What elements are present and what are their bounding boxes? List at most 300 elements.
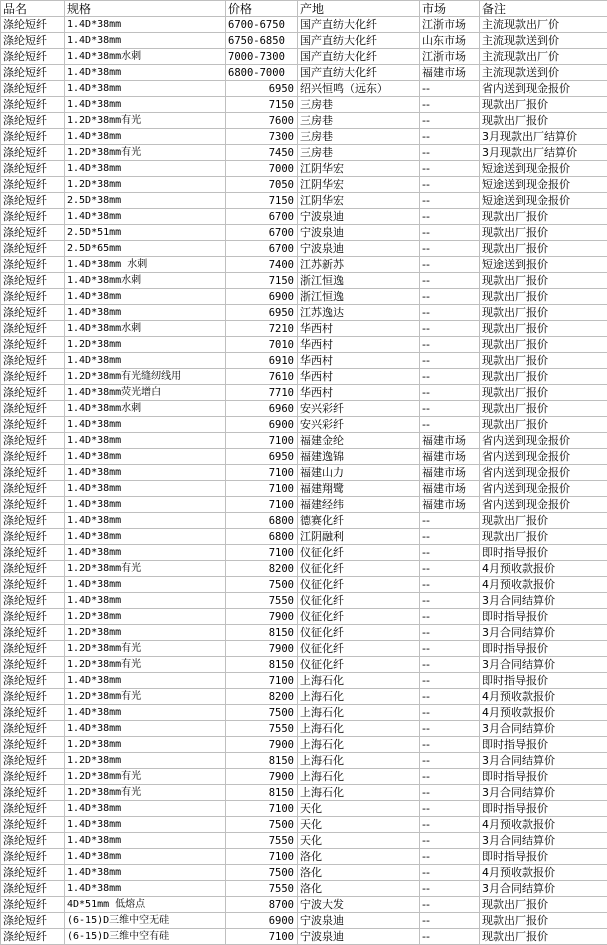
table-row (1, 641, 607, 657)
cell-product: 涤纶短纤 (1, 321, 65, 337)
cell-market: -- (420, 321, 480, 337)
cell-remark: 现款出厂报价 (480, 209, 607, 225)
cell-remark: 现款出厂报价 (480, 401, 607, 417)
table-row (1, 337, 607, 353)
cell-price: 7100 (226, 497, 298, 513)
cell-market: -- (420, 849, 480, 865)
cell-origin: 洛化 (298, 865, 420, 881)
cell-origin: 宁波泉迪 (298, 209, 420, 225)
table-row (1, 177, 607, 193)
cell-remark: 现款出厂报价 (480, 417, 607, 433)
cell-origin: 华西村 (298, 337, 420, 353)
cell-market: -- (420, 81, 480, 97)
cell-product: 涤纶短纤 (1, 609, 65, 625)
table-row (1, 561, 607, 577)
cell-remark: 主流现款送到价 (480, 65, 607, 81)
cell-price: 7100 (226, 481, 298, 497)
cell-remark: 3月合同结算价 (480, 785, 607, 801)
cell-product: 涤纶短纤 (1, 145, 65, 161)
cell-remark: 主流现款送到价 (480, 33, 607, 49)
cell-spec: 1.4D*38mm (65, 81, 226, 97)
cell-spec: 2.5D*51mm (65, 225, 226, 241)
cell-product: 涤纶短纤 (1, 385, 65, 401)
cell-remark: 省内送到现金报价 (480, 497, 607, 513)
cell-remark: 现款出厂报价 (480, 529, 607, 545)
table-row (1, 433, 607, 449)
cell-remark: 现款出厂报价 (480, 929, 607, 945)
cell-spec: 1.4D*38mm (65, 513, 226, 529)
cell-market: -- (420, 609, 480, 625)
cell-spec: 1.4D*38mm (65, 65, 226, 81)
cell-spec: 1.4D*38mm (65, 817, 226, 833)
cell-origin: 安兴彩纤 (298, 401, 420, 417)
cell-remark: 现款出厂报价 (480, 385, 607, 401)
cell-remark: 短途送到报价 (480, 257, 607, 273)
table-row (1, 817, 607, 833)
cell-market: -- (420, 257, 480, 273)
cell-price: 6750-6850 (226, 33, 298, 49)
cell-spec: 1.2D*38mm (65, 177, 226, 193)
cell-origin: 德赛化纤 (298, 513, 420, 529)
cell-origin: 江苏逸达 (298, 305, 420, 321)
cell-spec: 1.4D*38mm (65, 289, 226, 305)
cell-product: 涤纶短纤 (1, 913, 65, 929)
cell-price: 7500 (226, 705, 298, 721)
cell-remark: 即时指导报价 (480, 545, 607, 561)
table-row (1, 97, 607, 113)
cell-product: 涤纶短纤 (1, 641, 65, 657)
cell-spec: 1.2D*38mm有光 (65, 657, 226, 673)
cell-price: 8200 (226, 689, 298, 705)
cell-market: -- (420, 657, 480, 673)
table-row (1, 225, 607, 241)
table-row (1, 417, 607, 433)
cell-product: 涤纶短纤 (1, 193, 65, 209)
cell-origin: 华西村 (298, 321, 420, 337)
cell-market: -- (420, 97, 480, 113)
cell-spec: 2.5D*65mm (65, 241, 226, 257)
cell-spec: 1.2D*38mm有光 (65, 561, 226, 577)
cell-remark: 即时指导报价 (480, 849, 607, 865)
cell-spec: 1.2D*38mm (65, 625, 226, 641)
cell-price: 7900 (226, 737, 298, 753)
cell-price: 7900 (226, 609, 298, 625)
cell-product: 涤纶短纤 (1, 305, 65, 321)
cell-spec: 1.4D*38mm (65, 305, 226, 321)
cell-product: 涤纶短纤 (1, 241, 65, 257)
cell-market: -- (420, 369, 480, 385)
cell-remark: 主流现款出厂价 (480, 49, 607, 65)
cell-market: -- (420, 193, 480, 209)
cell-product: 涤纶短纤 (1, 529, 65, 545)
cell-origin: 华西村 (298, 369, 420, 385)
cell-market: -- (420, 513, 480, 529)
table-row (1, 497, 607, 513)
cell-product: 涤纶短纤 (1, 257, 65, 273)
cell-product: 涤纶短纤 (1, 129, 65, 145)
cell-market: 福建市场 (420, 449, 480, 465)
cell-origin: 仪征化纤 (298, 609, 420, 625)
cell-price: 7150 (226, 193, 298, 209)
cell-origin: 仪征化纤 (298, 641, 420, 657)
cell-product: 涤纶短纤 (1, 833, 65, 849)
cell-price: 7300 (226, 129, 298, 145)
cell-remark: 短途送到现金报价 (480, 193, 607, 209)
table-row (1, 577, 607, 593)
cell-price: 7550 (226, 881, 298, 897)
cell-remark: 现款出厂报价 (480, 241, 607, 257)
cell-price: 7100 (226, 673, 298, 689)
cell-price: 8700 (226, 897, 298, 913)
cell-origin: 江苏新苏 (298, 257, 420, 273)
cell-product: 涤纶短纤 (1, 289, 65, 305)
cell-product: 涤纶短纤 (1, 369, 65, 385)
cell-product: 涤纶短纤 (1, 481, 65, 497)
cell-remark: 现款出厂报价 (480, 273, 607, 289)
table-row (1, 737, 607, 753)
cell-remark: 即时指导报价 (480, 769, 607, 785)
cell-product: 涤纶短纤 (1, 561, 65, 577)
cell-remark: 3月现款出厂结算价 (480, 145, 607, 161)
cell-spec: 1.4D*38mm (65, 545, 226, 561)
cell-product: 涤纶短纤 (1, 353, 65, 369)
cell-spec: 1.4D*38mm (65, 129, 226, 145)
cell-origin: 江阴融利 (298, 529, 420, 545)
table-row (1, 209, 607, 225)
cell-product: 涤纶短纤 (1, 161, 65, 177)
cell-spec: 1.2D*38mm (65, 737, 226, 753)
table-row (1, 625, 607, 641)
cell-spec: 1.4D*38mm (65, 497, 226, 513)
cell-product: 涤纶短纤 (1, 497, 65, 513)
table-row (1, 545, 607, 561)
cell-spec: 1.2D*38mm有光 (65, 769, 226, 785)
cell-origin: 仪征化纤 (298, 625, 420, 641)
cell-origin: 福建逸锦 (298, 449, 420, 465)
cell-remark: 省内送到现金报价 (480, 81, 607, 97)
table-row (1, 689, 607, 705)
table-row (1, 481, 607, 497)
cell-price: 6900 (226, 913, 298, 929)
cell-origin: 国产直纺大化纤 (298, 33, 420, 49)
table-row (1, 913, 607, 929)
table-row (1, 609, 607, 625)
cell-market: 福建市场 (420, 65, 480, 81)
cell-product: 涤纶短纤 (1, 33, 65, 49)
cell-remark: 现款出厂报价 (480, 305, 607, 321)
cell-remark: 现款出厂报价 (480, 97, 607, 113)
cell-origin: 仪征化纤 (298, 657, 420, 673)
cell-origin: 上海石化 (298, 673, 420, 689)
cell-price: 8150 (226, 785, 298, 801)
cell-market: -- (420, 273, 480, 289)
cell-price: 7900 (226, 641, 298, 657)
cell-origin: 天化 (298, 817, 420, 833)
cell-market: -- (420, 641, 480, 657)
cell-product: 涤纶短纤 (1, 209, 65, 225)
cell-price: 6700 (226, 209, 298, 225)
cell-product: 涤纶短纤 (1, 465, 65, 481)
cell-market: -- (420, 929, 480, 945)
cell-remark: 短途送到现金报价 (480, 161, 607, 177)
table-row (1, 929, 607, 945)
cell-origin: 上海石化 (298, 785, 420, 801)
cell-market: 江浙市场 (420, 17, 480, 33)
cell-origin: 三房巷 (298, 97, 420, 113)
cell-spec: 1.4D*38mm (65, 801, 226, 817)
cell-price: 6950 (226, 449, 298, 465)
cell-spec: 1.4D*38mm (65, 17, 226, 33)
cell-price: 7150 (226, 97, 298, 113)
table-row (1, 33, 607, 49)
cell-market: -- (420, 529, 480, 545)
header-price: 价格 (226, 1, 298, 17)
cell-product: 涤纶短纤 (1, 673, 65, 689)
cell-spec: (6-15)D三维中空有硅 (65, 929, 226, 945)
table-row (1, 17, 607, 33)
cell-price: 7400 (226, 257, 298, 273)
cell-spec: 1.2D*38mm有光 (65, 689, 226, 705)
cell-product: 涤纶短纤 (1, 177, 65, 193)
cell-origin: 安兴彩纤 (298, 417, 420, 433)
table-row (1, 65, 607, 81)
cell-origin: 福建翔鹭 (298, 481, 420, 497)
cell-origin: 国产直纺大化纤 (298, 17, 420, 33)
cell-spec: 1.4D*38mm荧光增白 (65, 385, 226, 401)
cell-price: 6700-6750 (226, 17, 298, 33)
cell-origin: 宁波泉迪 (298, 241, 420, 257)
cell-product: 涤纶短纤 (1, 225, 65, 241)
cell-market: 福建市场 (420, 433, 480, 449)
cell-spec: 1.4D*38mm水刺 (65, 321, 226, 337)
cell-remark: 3月合同结算价 (480, 753, 607, 769)
cell-remark: 即时指导报价 (480, 801, 607, 817)
cell-price: 8150 (226, 753, 298, 769)
cell-price: 7710 (226, 385, 298, 401)
cell-origin: 江阴华宏 (298, 177, 420, 193)
cell-spec: 1.4D*38mm (65, 593, 226, 609)
cell-origin: 仪征化纤 (298, 577, 420, 593)
cell-spec: 1.2D*38mm有光 (65, 113, 226, 129)
cell-spec: 1.4D*38mm (65, 161, 226, 177)
cell-price: 6700 (226, 225, 298, 241)
cell-price: 7100 (226, 929, 298, 945)
table-row (1, 721, 607, 737)
cell-spec: (6-15)D三维中空无硅 (65, 913, 226, 929)
cell-product: 涤纶短纤 (1, 753, 65, 769)
table-row (1, 81, 607, 97)
cell-origin: 宁波大发 (298, 897, 420, 913)
cell-spec: 1.4D*38mm (65, 577, 226, 593)
table-row (1, 657, 607, 673)
cell-price: 7100 (226, 545, 298, 561)
cell-spec: 1.2D*38mm有光 (65, 145, 226, 161)
cell-price: 8150 (226, 625, 298, 641)
cell-price: 7550 (226, 833, 298, 849)
cell-remark: 现款出厂报价 (480, 369, 607, 385)
cell-product: 涤纶短纤 (1, 625, 65, 641)
cell-price: 7550 (226, 593, 298, 609)
cell-price: 6950 (226, 305, 298, 321)
cell-origin: 仪征化纤 (298, 545, 420, 561)
table-row (1, 449, 607, 465)
cell-market: -- (420, 673, 480, 689)
cell-product: 涤纶短纤 (1, 273, 65, 289)
cell-remark: 现款出厂报价 (480, 897, 607, 913)
cell-market: -- (420, 545, 480, 561)
cell-remark: 现款出厂报价 (480, 513, 607, 529)
cell-market: -- (420, 897, 480, 913)
cell-origin: 绍兴恒鸣（远东） (298, 81, 420, 97)
cell-product: 涤纶短纤 (1, 785, 65, 801)
cell-price: 7050 (226, 177, 298, 193)
cell-price: 7100 (226, 849, 298, 865)
header-product: 品名 (1, 1, 65, 17)
cell-remark: 即时指导报价 (480, 641, 607, 657)
table-row (1, 753, 607, 769)
cell-product: 涤纶短纤 (1, 513, 65, 529)
cell-remark: 现款出厂报价 (480, 913, 607, 929)
cell-remark: 省内送到现金报价 (480, 433, 607, 449)
cell-price: 6800 (226, 513, 298, 529)
cell-price: 7900 (226, 769, 298, 785)
cell-product: 涤纶短纤 (1, 401, 65, 417)
cell-product: 涤纶短纤 (1, 17, 65, 33)
cell-price: 8150 (226, 657, 298, 673)
table-row (1, 401, 607, 417)
cell-remark: 3月合同结算价 (480, 721, 607, 737)
cell-remark: 省内送到现金报价 (480, 449, 607, 465)
cell-spec: 1.2D*38mm (65, 609, 226, 625)
cell-price: 6700 (226, 241, 298, 257)
cell-origin: 天化 (298, 833, 420, 849)
cell-market: -- (420, 785, 480, 801)
cell-origin: 三房巷 (298, 145, 420, 161)
cell-remark: 现款出厂报价 (480, 289, 607, 305)
cell-price: 7100 (226, 801, 298, 817)
cell-market: -- (420, 737, 480, 753)
cell-spec: 1.4D*38mm (65, 353, 226, 369)
cell-remark: 主流现款出厂价 (480, 17, 607, 33)
cell-market: -- (420, 769, 480, 785)
cell-spec: 1.4D*38mm水刺 (65, 401, 226, 417)
cell-market: -- (420, 241, 480, 257)
cell-product: 涤纶短纤 (1, 65, 65, 81)
cell-spec: 1.4D*38mm (65, 449, 226, 465)
cell-remark: 即时指导报价 (480, 737, 607, 753)
cell-origin: 洛化 (298, 849, 420, 865)
cell-remark: 3月合同结算价 (480, 833, 607, 849)
cell-price: 6900 (226, 417, 298, 433)
cell-market: -- (420, 833, 480, 849)
cell-spec: 1.4D*38mm (65, 721, 226, 737)
cell-product: 涤纶短纤 (1, 897, 65, 913)
cell-spec: 1.2D*38mm有光 (65, 641, 226, 657)
table-row (1, 705, 607, 721)
cell-market: 江浙市场 (420, 49, 480, 65)
cell-remark: 4月预收款报价 (480, 817, 607, 833)
table-row (1, 257, 607, 273)
cell-origin: 仪征化纤 (298, 593, 420, 609)
table-row (1, 305, 607, 321)
cell-price: 7500 (226, 817, 298, 833)
cell-origin: 三房巷 (298, 129, 420, 145)
cell-origin: 仪征化纤 (298, 561, 420, 577)
table-row (1, 193, 607, 209)
cell-spec: 1.4D*38mm (65, 433, 226, 449)
cell-price: 6950 (226, 81, 298, 97)
cell-spec: 1.4D*38mm (65, 849, 226, 865)
cell-remark: 3月合同结算价 (480, 625, 607, 641)
cell-market: -- (420, 401, 480, 417)
cell-price: 6960 (226, 401, 298, 417)
cell-price: 6800 (226, 529, 298, 545)
cell-remark: 4月预收款报价 (480, 561, 607, 577)
header-market: 市场 (420, 1, 480, 17)
cell-market: -- (420, 753, 480, 769)
table-row (1, 241, 607, 257)
cell-remark: 现款出厂报价 (480, 225, 607, 241)
cell-product: 涤纶短纤 (1, 433, 65, 449)
cell-origin: 浙江恒逸 (298, 289, 420, 305)
cell-spec: 2.5D*38mm (65, 193, 226, 209)
cell-spec: 1.4D*38mm (65, 705, 226, 721)
cell-price: 7010 (226, 337, 298, 353)
table-row (1, 849, 607, 865)
cell-origin: 宁波泉迪 (298, 913, 420, 929)
table-row (1, 881, 607, 897)
cell-market: -- (420, 913, 480, 929)
cell-market: -- (420, 705, 480, 721)
table-row (1, 369, 607, 385)
cell-market: 福建市场 (420, 465, 480, 481)
header-remark: 备注 (480, 1, 607, 17)
cell-market: -- (420, 801, 480, 817)
table-row (1, 161, 607, 177)
cell-origin: 华西村 (298, 385, 420, 401)
table-row (1, 865, 607, 881)
cell-product: 涤纶短纤 (1, 929, 65, 945)
cell-market: -- (420, 865, 480, 881)
cell-price: 7000 (226, 161, 298, 177)
table-row (1, 385, 607, 401)
cell-price: 7100 (226, 465, 298, 481)
cell-spec: 1.4D*38mm水刺 (65, 49, 226, 65)
table-row (1, 289, 607, 305)
cell-product: 涤纶短纤 (1, 705, 65, 721)
cell-market: -- (420, 577, 480, 593)
cell-remark: 4月预收款报价 (480, 577, 607, 593)
cell-market: -- (420, 305, 480, 321)
cell-market: -- (420, 161, 480, 177)
cell-product: 涤纶短纤 (1, 113, 65, 129)
cell-market: -- (420, 177, 480, 193)
cell-spec: 1.2D*38mm有光缝纫线用 (65, 369, 226, 385)
cell-spec: 1.4D*38mm (65, 529, 226, 545)
cell-market: 山东市场 (420, 33, 480, 49)
cell-remark: 短途送到现金报价 (480, 177, 607, 193)
cell-remark: 现款出厂报价 (480, 337, 607, 353)
cell-product: 涤纶短纤 (1, 545, 65, 561)
cell-origin: 江阴华宏 (298, 161, 420, 177)
cell-origin: 上海石化 (298, 721, 420, 737)
cell-product: 涤纶短纤 (1, 769, 65, 785)
cell-spec: 1.4D*38mm (65, 465, 226, 481)
cell-market: 福建市场 (420, 497, 480, 513)
cell-price: 7000-7300 (226, 49, 298, 65)
table-row (1, 129, 607, 145)
cell-origin: 上海石化 (298, 689, 420, 705)
